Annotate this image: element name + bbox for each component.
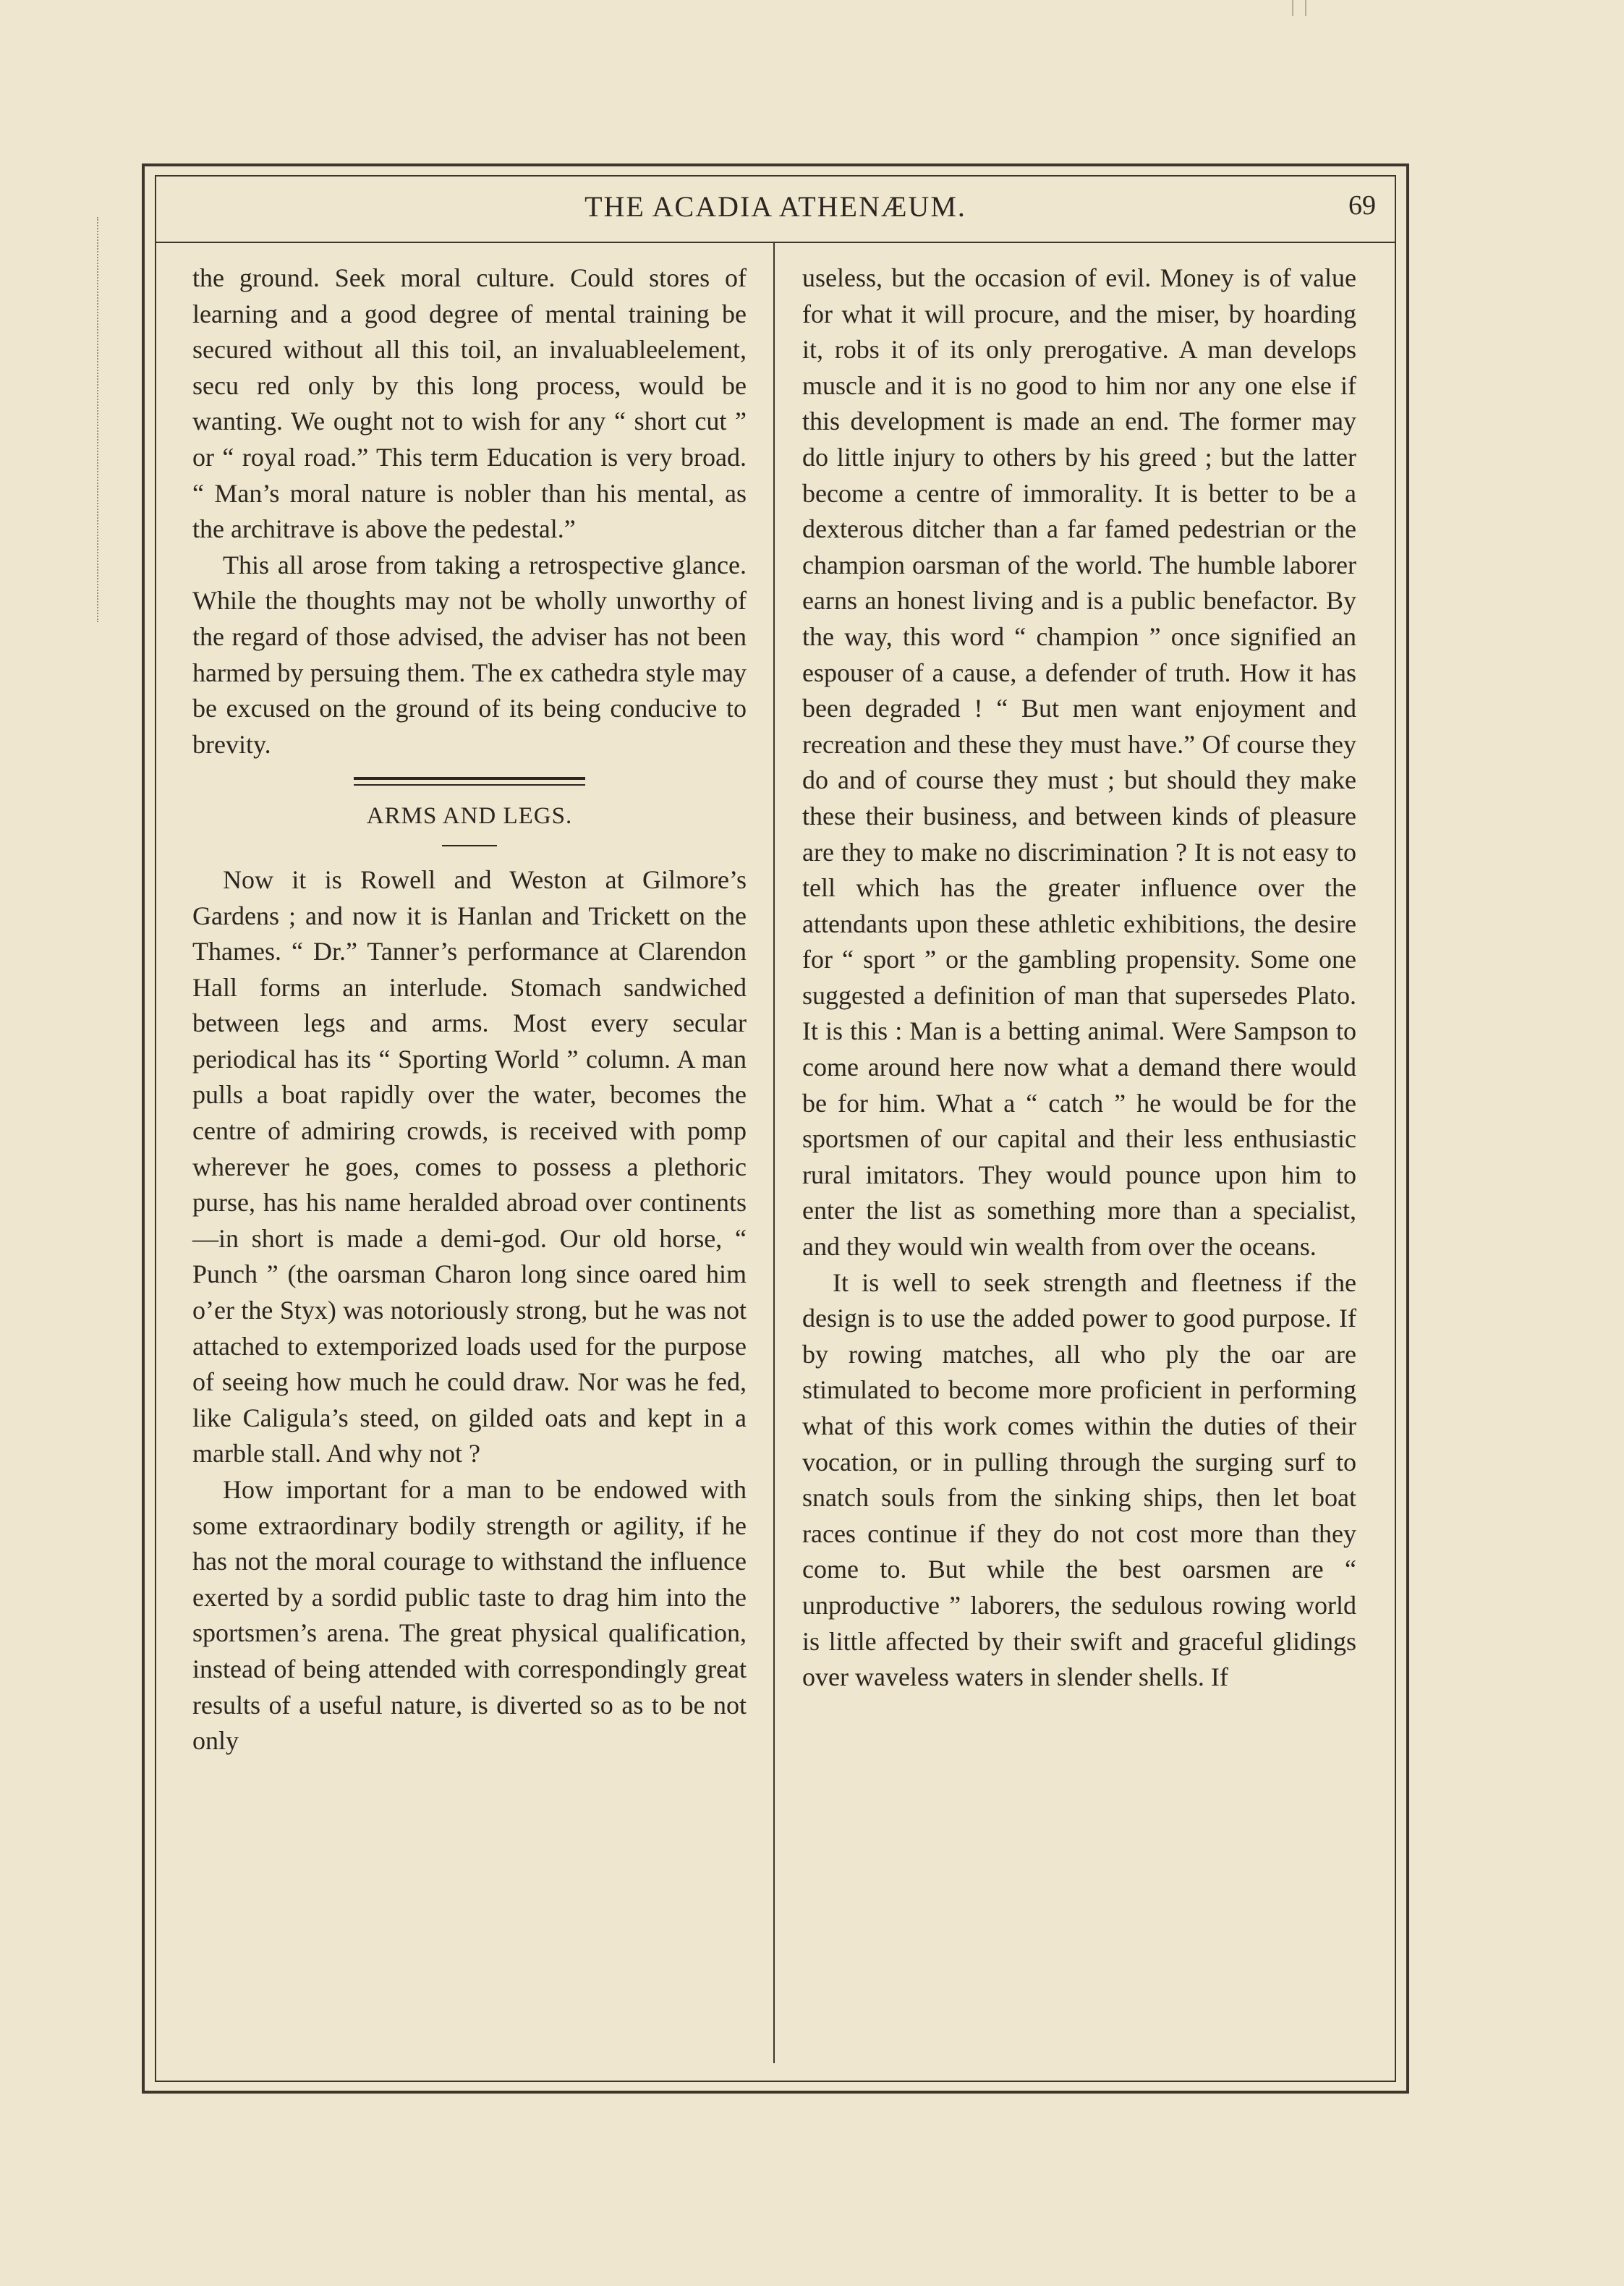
scan-artifact (1292, 0, 1306, 16)
title-underline (442, 845, 497, 846)
section-title: ARMS AND LEGS. (366, 803, 573, 830)
article-paragraph: How important for a man to be endowed with some extraordinary bodily strength or agility, if he has not the moral courage to withstand the influence exerted by a sordid public taste to drag him into the sportsmen’s arena. The great physical qualification, instead of being attended with correspondingly great results of a useful nature, is diverted so as to be not only (192, 1475, 747, 1756)
article-paragraph: Now it is Rowell and Weston at Gilmore’s Gardens ; and now it is Hanlan and Trickett on the Thames. “ Dr.” Tanner’s performance at Clarendon Hall forms an interlude. Stomach sandwiched between legs and arms. Most every secular periodical has its “ Sporting World ” column. A man pulls a boat rapidly over the water, becomes the centre of admiring crowds, is received with pomp wherever he goes, comes to possess a plethoric purse, has his name heralded abroad over continents—in short is made a demi-god. Our old horse, “ Punch ” (the oarsman Charon long since oared him o’er the Styx) was notoriously strong, but he was not attached to extemporized loads used for the purpose of seeing how much he could draw. Nor was he fed, like Caligula’s steed, on gilded oats and kept in a marble stall. And why not ? (192, 864, 747, 1469)
left-column (192, 260, 747, 1759)
page-header (155, 185, 1396, 236)
retrospective-paragraph: This all arose from taking a retrospective glance. While the thoughts may not be wholly unworthy of the regard of those advised, the adviser has not been harmed by persuing them. The ex cathedra style may be excused on the ground of its being conducive to brevity. (192, 550, 747, 759)
right-column (802, 260, 1356, 1696)
column-divider (773, 243, 775, 2063)
journal-title: THE ACADIA ATHENÆUM. (584, 190, 966, 223)
article-paragraph: It is well to seek strength and fleetness if the design is to use the added power to good purpose. If by rowing matches, all who ply the oar are stimulated to become more proficient in performing what of this work comes within the duties of their vocation, or in pulling through the surging surf to snatch souls from the sinking ships, then let boat races continue if they do not cost more than they come to. But while the best oarsmen are “ unproductive ” laborers, the sedulous rowing world is little affected by their swift and graceful glidings over waveless waters in slender shells. If (802, 1267, 1356, 1692)
section-divider (354, 777, 585, 786)
page-number: 69 (1348, 190, 1376, 221)
article-paragraph: useless, but the occasion of evil. Money is of value for what it will procure, and the miser, by hoarding it, robs it of its only prerogative. A man develops muscle and it is no good to him nor any one else if this development is made an end. The former may do little injury to others by his greed ; but the latter become a centre of immorality. It is better to be a dexterous ditcher than a far famed pedestrian or the champion oarsman of the world. The humble laborer earns an honest living and is a public benefactor. By the way, this word “ champion ” once signified an espouser of a cause, a defender of truth. How it has been degraded ! “ But men want enjoyment and recreation and these they must have.” Of course they do and of course they must ; but should they make these their business, and between kinds of pleasure are they to make no discrimination ? It is not easy to tell which has the greater influence over the attendants upon these athletic exhibitions, the desire for “ sport ” or the gambling propensity. Some one suggested a definition of man that supersedes Plato. It is this : Man is a betting animal. Were Sampson to come around here now what a demand there would be for him. What a “ catch ” he would be for the sportsmen of our capital and their less enthusiastic rural imitators. They would pounce upon him to enter the list as something more than a specialist, and they would win wealth from over the oceans. (802, 263, 1356, 1262)
intro-paragraph: the ground. Seek moral culture. Could stores of learning and a good degree of mental training be secured without all this toil, an invaluableelement, secu red only by this long process, would be wanting. We ought not to wish for any “ short cut ” or “ royal road.” This term Education is very broad. “ Man’s moral nature is nobler than his mental, as the architrave is above the pedestal.” (192, 263, 747, 544)
margin-marks (97, 217, 103, 622)
header-rule (155, 242, 1396, 243)
